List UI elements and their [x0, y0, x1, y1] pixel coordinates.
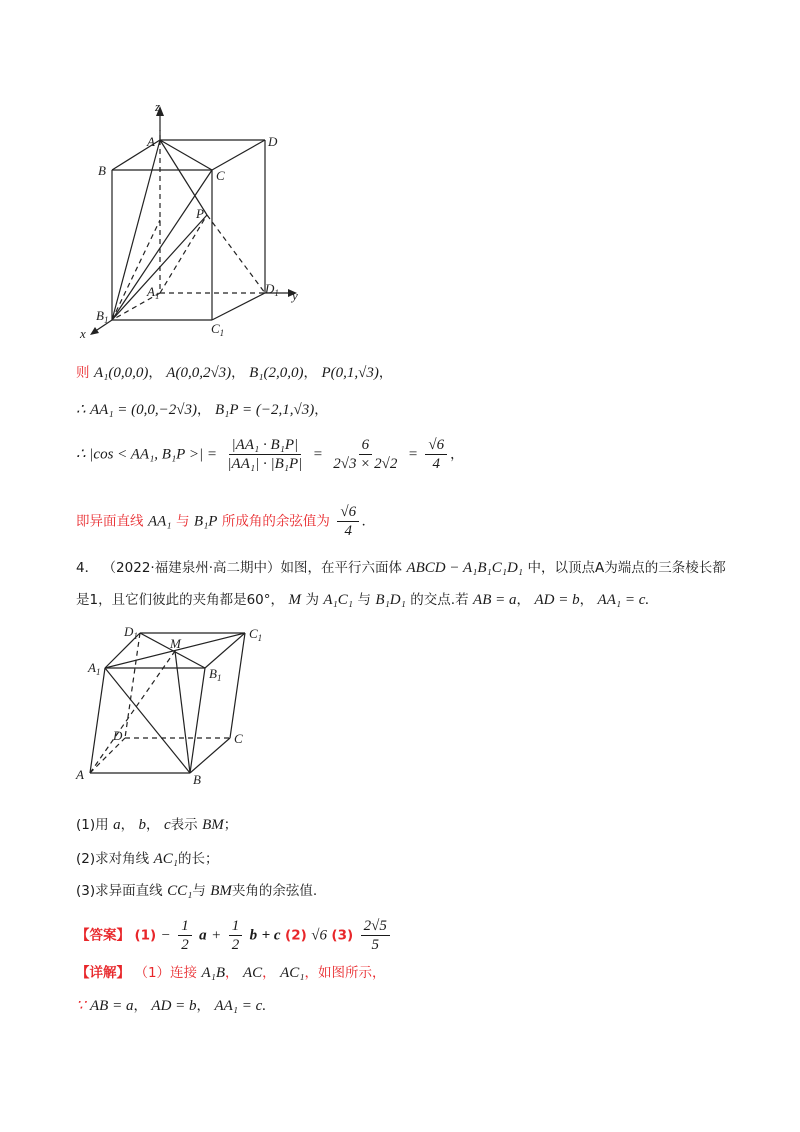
- edge2-B-C: [190, 738, 230, 773]
- detail-line: 【详解】 （1）连接 A₁B， AC， AC₁，如图所示，: [76, 965, 386, 981]
- label-A1: $A_1$: [147, 284, 160, 301]
- solution-line-vectors: ∴ AA₁ = (0,0,−2√3)， B₁P = (−2,1,√3)，: [76, 402, 328, 418]
- edge2-C1-C: [230, 633, 245, 738]
- solution-conclusion: 即异面直线 AA₁ 与 B₁P 所成角的余弦值为 $\frac{√6}{4}$ .: [76, 504, 366, 539]
- edge-C1-D1: [212, 293, 265, 320]
- label2-C: C: [234, 731, 243, 746]
- label2-A: A: [76, 767, 84, 782]
- edge2-D1-D-hidden: [125, 633, 140, 738]
- label2-A1: $A_1$: [88, 660, 101, 677]
- label-A: A: [147, 134, 155, 149]
- label-B: B: [98, 163, 106, 178]
- label-D1: $D_1$: [265, 281, 279, 298]
- because-line: ∵ AB = a， AD = b， AA₁ = c.: [76, 998, 267, 1014]
- edge-P-D1-hidden: [207, 215, 265, 293]
- edge-C-D: [212, 140, 265, 170]
- problem4-statement-line1: 4． （2022·福建泉州·高二期中）如图，在平行六面体 ABCD − A₁B₁C₁D₁ 中，以顶点A为端点的三条棱长都: [76, 560, 726, 576]
- edge2-A1-B: [105, 668, 190, 773]
- label-x: x: [80, 326, 86, 341]
- edge2-B1-B: [190, 668, 205, 773]
- solution-line-coords: 则 A₁(0,0,0)， A(0,0,2√3)， B₁(2,0,0)， P(0,1,√3)，: [76, 365, 393, 381]
- label2-B1: $B_1$: [209, 666, 222, 683]
- edge-B1-D-hidden: [112, 220, 160, 320]
- problem4-statement-line2: 是1，且它们彼此的夹角都是60°， M 为 A₁C₁ 与 B₁D₁ 的交点.若 AB = a， AD = b， AA₁ = c.: [76, 592, 650, 608]
- solution-line-cosine: ∴ |cos < AA₁, B₁P >| = $\frac{\text{|AA₁ · B₁P|}}{\text{|AA₁| · |B₁P|}}$ = $\frac{6}{2√3 \times 2√2}$ = $\frac{√6}{4}$ ，: [76, 437, 464, 472]
- label2-M: M: [170, 636, 181, 651]
- label2-D1: $D_1$: [124, 624, 138, 641]
- label2-C1: $C_1$: [249, 626, 263, 643]
- x-axis-arrow: [90, 327, 99, 335]
- label-z: z: [155, 99, 161, 114]
- edge2-A-D-hidden: [90, 738, 125, 773]
- edge2-M-B: [175, 651, 190, 773]
- label-C1: $C_1$: [211, 321, 225, 338]
- label2-B: B: [193, 772, 201, 787]
- label-D: D: [268, 134, 278, 149]
- edge2-A1-A: [90, 668, 105, 773]
- question-2: (2)求对角线 AC₁的长；: [76, 851, 219, 867]
- label2-D: D: [113, 728, 123, 743]
- question-1: (1)用 a， b， c表示 BM；: [76, 817, 238, 833]
- label-y: y: [292, 288, 298, 303]
- edge-A1-P-hidden: [160, 215, 207, 293]
- label-P: P: [196, 206, 204, 221]
- edge2-A-C1-hidden: [90, 651, 175, 773]
- edge-A-C: [160, 140, 212, 170]
- edge-A-P: [160, 140, 207, 215]
- edge-B1-C-diag: [112, 170, 212, 320]
- answer-line: 【答案】 (1) − $\frac{1}{2}$ a + $\frac{1}{2}$ b + c (2) √6 (3) $\frac{2√5}{5}$: [76, 917, 393, 954]
- label-B1: $B_1$: [96, 308, 109, 325]
- question-3: (3)求异面直线 CC₁与 BM夹角的余弦值.: [76, 883, 318, 899]
- label-C: C: [216, 168, 225, 183]
